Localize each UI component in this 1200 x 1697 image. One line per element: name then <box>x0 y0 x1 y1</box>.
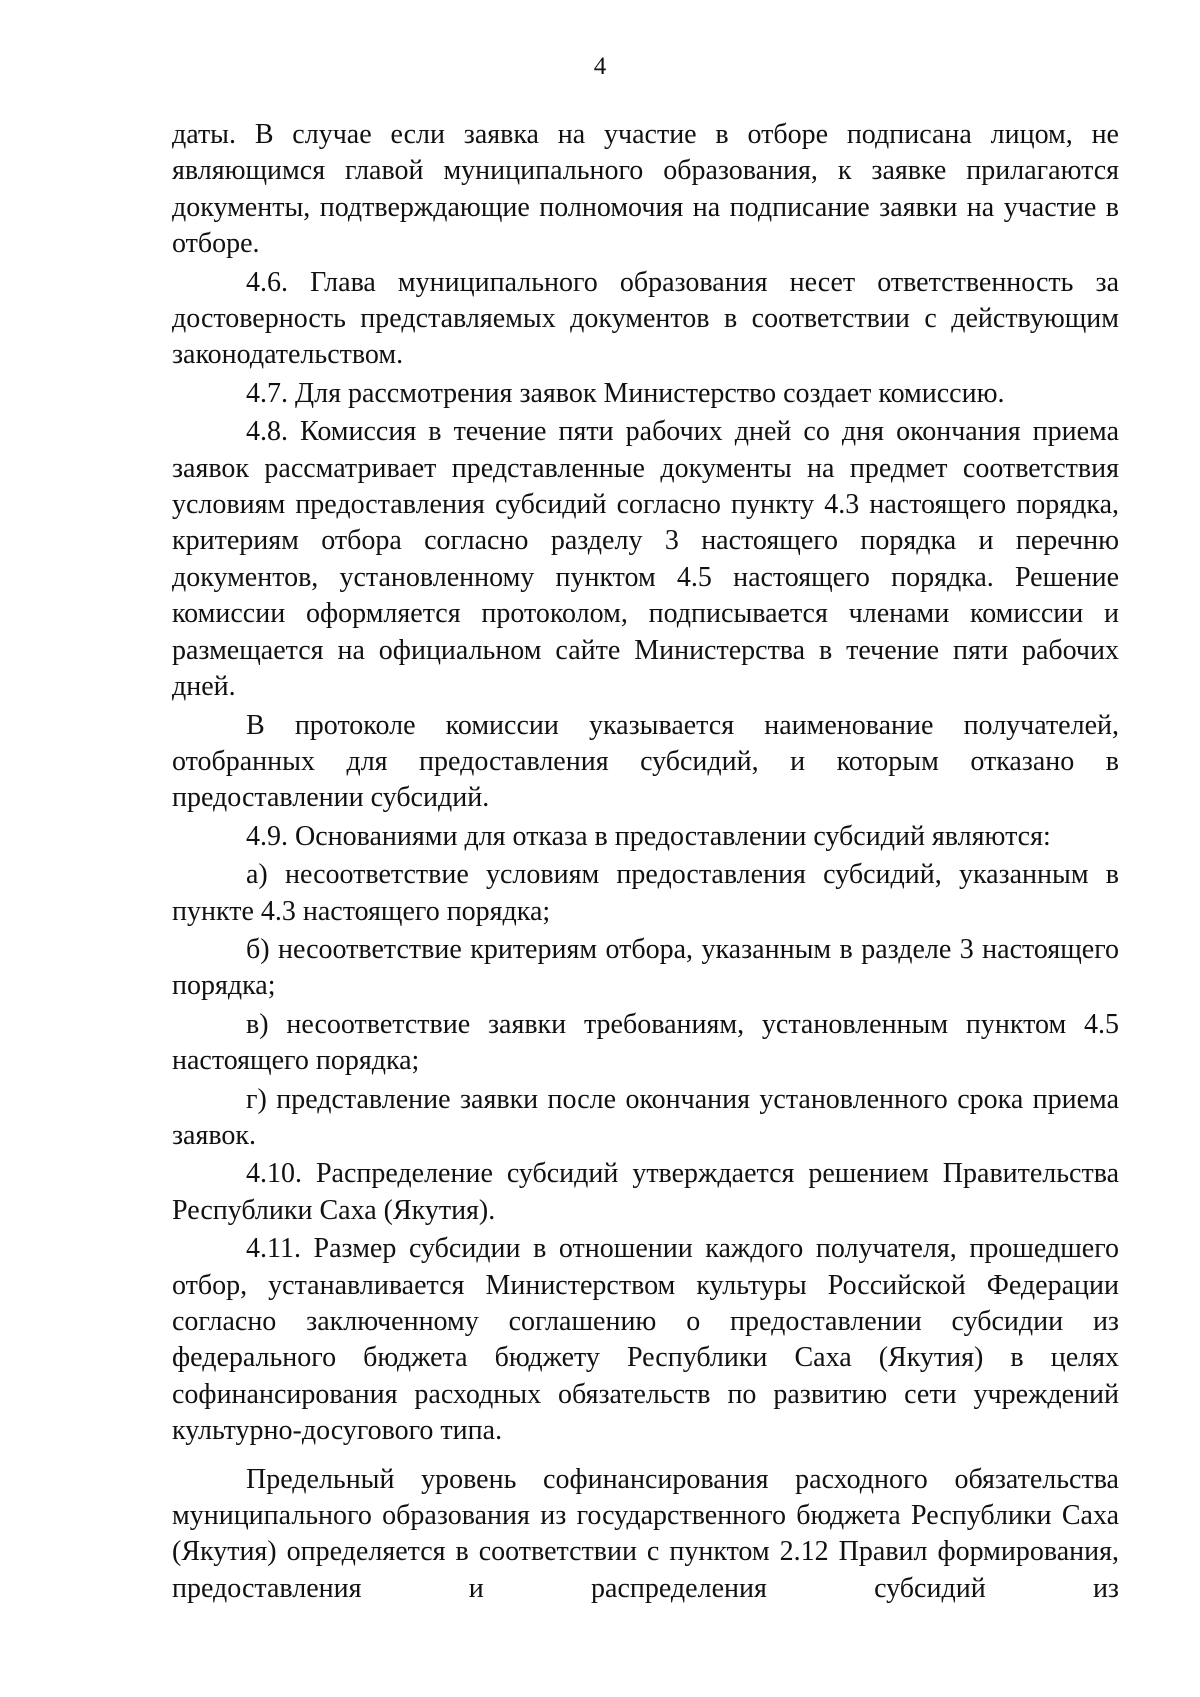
paragraph-4-9: 4.9. Основаниями для отказа в предоставлении субсидий являются: <box>246 820 1051 852</box>
list-item-b: б) несоответствие критериям отбора, указанным в разделе 3 настоящего порядка; <box>172 933 1119 1002</box>
paragraph-4-11: 4.11. Размер субсидии в отношении каждого получателя, прошедшего отбор, устанавливается Министерством культуры Российской Федерации согласно заключенному соглашению о предоставлении субсидии из федерального бюджета бюджету Республики Саха (Якутия) в целях софинансирования расходных обязательств по развитию сети учреждений культурно-досугового типа. <box>172 1233 1119 1447</box>
paragraph-4-10: 4.10. Распределение субсидий утверждается решением Правительства Республики Саха (Якутия). <box>172 1158 1119 1226</box>
list-item-v: в) несоответствие заявки требованиям, установленным пунктом 4.5 настоящего порядка; <box>172 1008 1119 1077</box>
paragraph-4-7: 4.7. Для рассмотрения заявок Министерство создает комиссию. <box>246 377 1005 409</box>
document-body <box>172 117 1119 1609</box>
paragraph-protocol: В протоколе комиссии указывается наименование получателей, отобранных для предоставления субсидий, и которым отказано в предоставлении субсидий. <box>172 709 1119 814</box>
paragraph-cofinancing-limit: Предельный уровень софинансирования расходного обязательства муниципального образования из государственного бюджета Республики Саха (Якутия) определяется в соответствии с пунктом 2.12 Правил формирования, предоставления и распределения субсидий из <box>172 1463 1119 1604</box>
page-number: 4 <box>593 53 607 80</box>
list-item-g: г) представление заявки после окончания установленного срока приема заявок. <box>172 1083 1119 1151</box>
list-item-a: а) несоответствие условиям предоставления субсидий, указанным в пункте 4.3 настоящего порядка; <box>172 859 1119 927</box>
paragraph-continuation-dates: даты. В случае если заявка на участие в отборе подписана лицом, не являющимся главой муниципального образования, к заявке прилагаются документы, подтверждающие полномочия на подписание заявки на участие в отборе. <box>172 119 1119 260</box>
paragraph-4-6: 4.6. Глава муниципального образования несет ответственность за достоверность представляемых документов в соответствии с действующим законодательством. <box>172 266 1119 371</box>
paragraph-4-8: 4.8. Комиссия в течение пяти рабочих дней со дня окончания приема заявок рассматривает представленные документы на предмет соответствия условиям предоставления субсидий согласно пункту 4.3 настоящего порядка, критериям отбора согласно разделу 3 настоящего порядка и перечню документов, установленному пунктом 4.5 настоящего порядка. Решение комиссии оформляется протоколом, подписывается членами комиссии и размещается на официальном сайте Министерства в течение пяти рабочих дней. <box>172 416 1119 703</box>
